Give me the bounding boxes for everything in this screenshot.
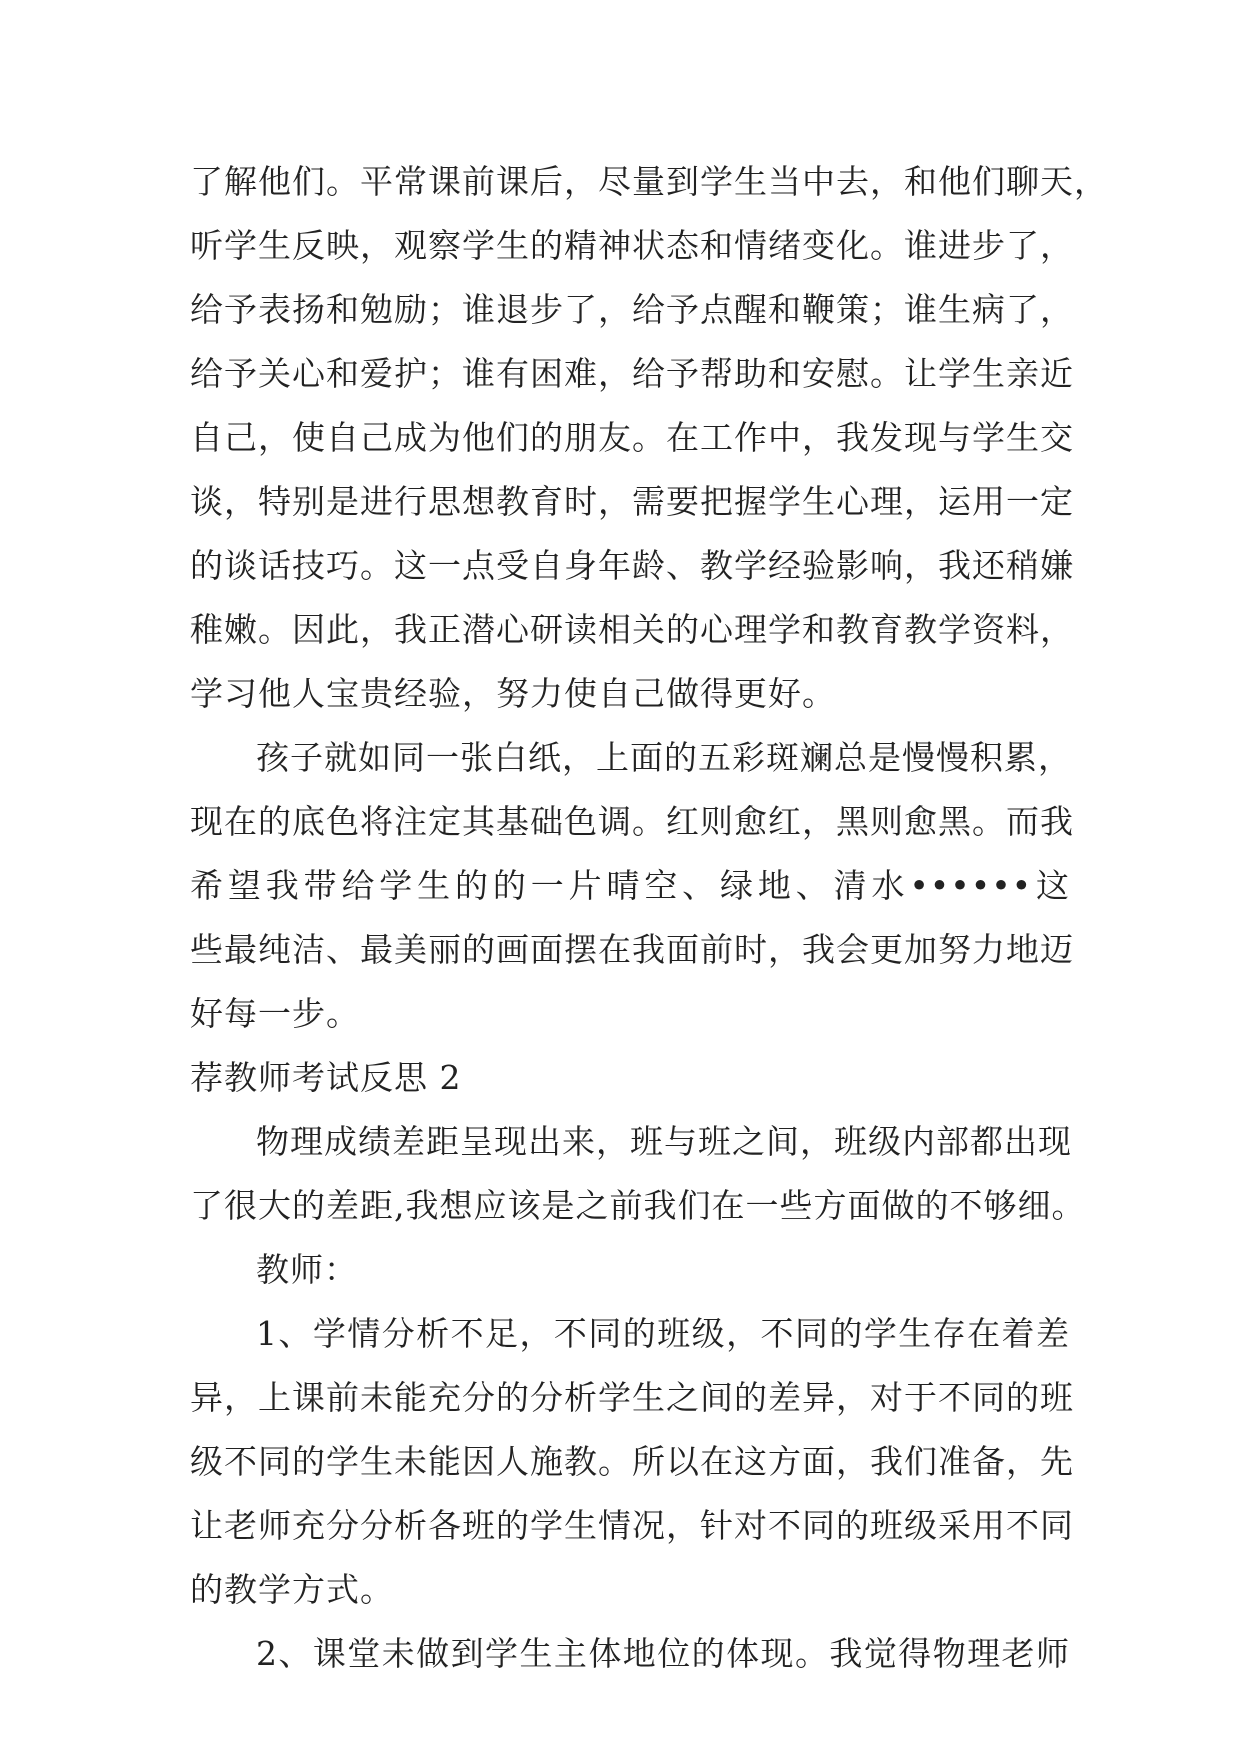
- text-line: 1、学情分析不足，不同的班级，不同的学生存在着差: [256, 1314, 1070, 1353]
- text-line: 稚嫩。因此，我正潜心研读相关的心理学和教育教学资料，: [190, 610, 1074, 649]
- text-line: 希望我带给学生的的一片晴空、绿地、清水••••••这: [190, 866, 1070, 905]
- text-line: 了解他们。平常课前课后，尽量到学生当中去，和他们聊天，: [190, 162, 1108, 201]
- text-line: 2、课堂未做到学生主体地位的体现。我觉得物理老师: [256, 1634, 1070, 1673]
- text-line: 荐教师考试反思 2: [190, 1058, 462, 1097]
- document-body: [190, 150, 1108, 1686]
- text-line: 现在的底色将注定其基础色调。红则愈红，黑则愈黑。而我: [190, 802, 1074, 841]
- text-line: 自己，使自己成为他们的朋友。在工作中，我发现与学生交: [190, 418, 1074, 457]
- text-line: 让老师充分分析各班的学生情况，针对不同的班级采用不同: [190, 1506, 1074, 1545]
- text-line: 级不同的学生未能因人施教。所以在这方面，我们准备，先: [190, 1442, 1074, 1481]
- text-line: 学习他人宝贵经验，努力使自己做得更好。: [190, 674, 836, 713]
- text-line: 些最纯洁、最美丽的画面摆在我面前时，我会更加努力地迈: [190, 930, 1074, 969]
- text-line: 物理成绩差距呈现出来，班与班之间，班级内部都出现: [256, 1122, 1072, 1161]
- text-line: 谈，特别是进行思想教育时，需要把握学生心理，运用一定: [190, 482, 1074, 521]
- text-line: 给予关心和爱护；谁有困难，给予帮助和安慰。让学生亲近: [190, 354, 1074, 393]
- text-line: 异，上课前未能充分的分析学生之间的差异，对于不同的班: [190, 1378, 1074, 1417]
- text-line: 的教学方式。: [190, 1570, 394, 1609]
- text-line: 给予表扬和勉励；谁退步了，给予点醒和鞭策；谁生病了，: [190, 290, 1074, 329]
- text-line: 教师：: [256, 1250, 358, 1289]
- text-line: 孩子就如同一张白纸，上面的五彩斑斓总是慢慢积累，: [256, 738, 1072, 777]
- text-line: 好每一步。: [190, 994, 360, 1033]
- text-line: 了很大的差距,我想应该是之前我们在一些方面做的不够细。: [190, 1186, 1086, 1225]
- text-line: 的谈话技巧。这一点受自身年龄、教学经验影响，我还稍嫌: [190, 546, 1074, 585]
- text-line: 听学生反映，观察学生的精神状态和情绪变化。谁进步了，: [190, 226, 1074, 265]
